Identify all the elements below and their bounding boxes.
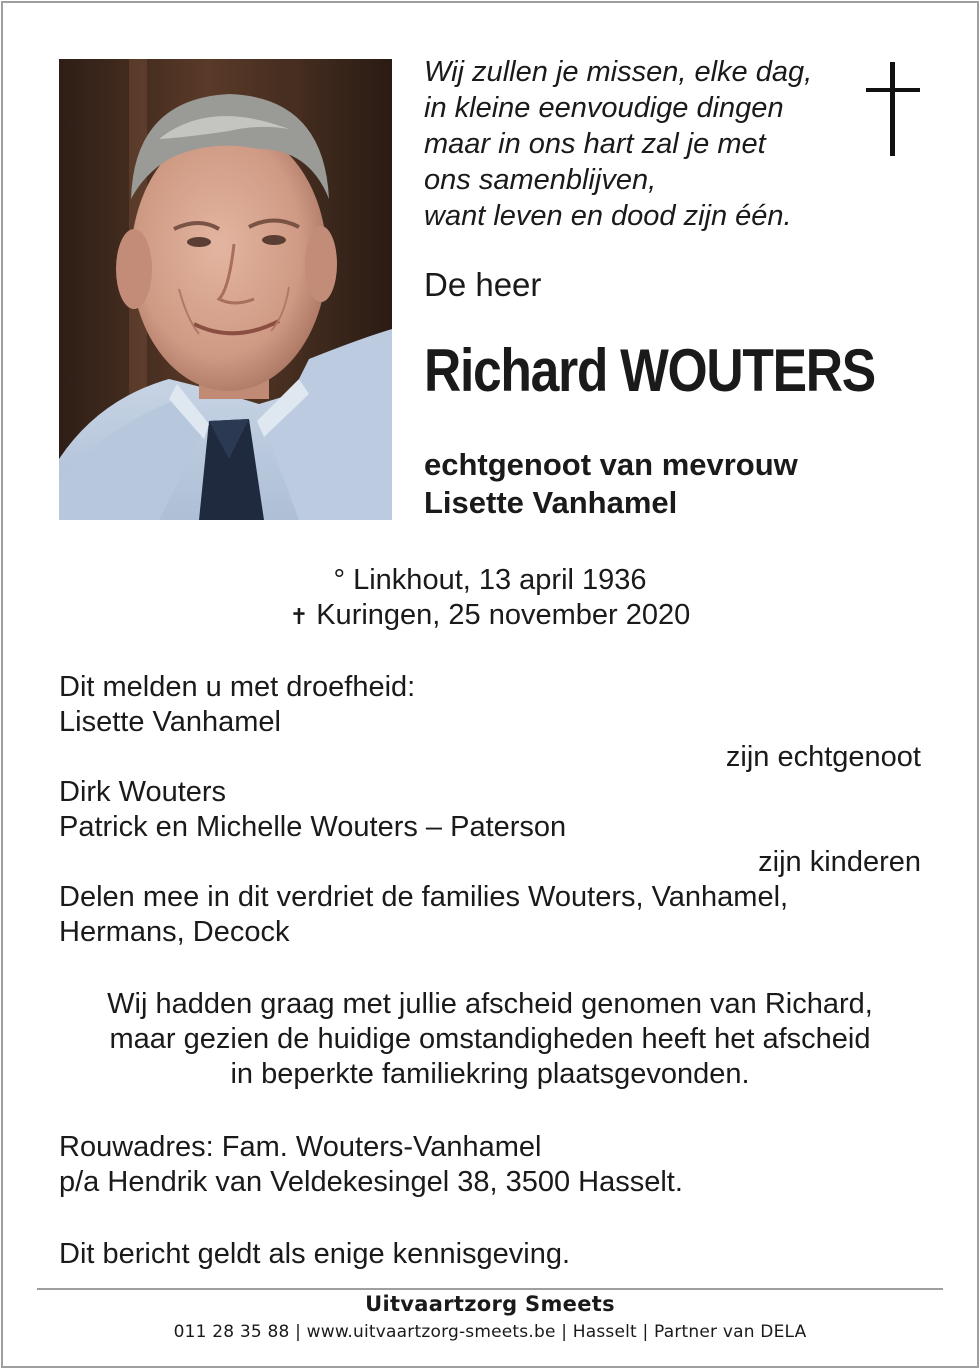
death-text: Kuringen, 25 november 2020	[316, 599, 691, 631]
poem-line: maar in ons hart zal je met	[424, 128, 766, 160]
announcement-intro: Dit melden u met droefheid:	[59, 671, 416, 703]
footer-divider	[37, 1288, 943, 1290]
families-line: Hermans, Decock	[59, 916, 290, 948]
birth-text: Linkhout, 13 april 1936	[353, 564, 647, 596]
announcement	[59, 670, 921, 950]
birth-mark: °	[333, 564, 346, 596]
honorific: De heer	[424, 266, 542, 303]
farewell-line: Wij hadden graag met jullie afscheid genomen van Richard,	[107, 988, 873, 1020]
mourning-address	[59, 1130, 921, 1200]
mourner-child: Patrick en Michelle Wouters – Paterson	[59, 811, 567, 843]
notice: Dit bericht geldt als enige kennisgeving.	[59, 1238, 571, 1270]
death-cross-icon: ✝	[289, 604, 309, 629]
spouse-line: echtgenoot van mevrouw	[424, 447, 798, 482]
deceased-name: Richard WOUTERS	[424, 337, 875, 404]
undertaker-contact: 011 28 35 88 | www.uitvaartzorg-smeets.be | Hasselt | Partner van DELA	[173, 1322, 807, 1342]
poem-line: want leven en dood zijn één.	[424, 200, 792, 232]
farewell-note	[59, 987, 921, 1092]
undertaker-name: Uitvaartzorg Smeets	[365, 1292, 615, 1316]
death-line	[0, 598, 980, 634]
mourner-spouse: Lisette Vanhamel	[59, 706, 281, 738]
birth-line	[0, 563, 980, 598]
portrait-photo	[59, 59, 392, 520]
poem-line: in kleine eenvoudige dingen	[424, 92, 784, 124]
farewell-line: in beperkte familiekring plaatsgevonden.	[230, 1058, 750, 1090]
poem-line: Wij zullen je missen, elke dag,	[424, 56, 813, 88]
farewell-line: maar gezien de huidige omstandigheden heeft het afscheid	[109, 1023, 871, 1055]
families-line: Delen mee in dit verdriet de families Wouters, Vanhamel,	[59, 881, 789, 913]
address-line: Rouwadres: Fam. Wouters-Vanhamel	[59, 1131, 542, 1163]
spouse-name: Lisette Vanhamel	[424, 485, 678, 520]
cross-icon	[862, 58, 924, 160]
spouse-info	[424, 446, 798, 522]
poem	[424, 54, 864, 234]
address-line: p/a Hendrik van Veldekesingel 38, 3500 Hasselt.	[59, 1166, 683, 1198]
life-dates	[0, 563, 980, 634]
spouse-role: zijn echtgenoot	[725, 741, 921, 773]
children-role: zijn kinderen	[758, 846, 921, 878]
poem-line: ons samenblijven,	[424, 164, 657, 196]
mourner-child: Dirk Wouters	[59, 776, 227, 808]
